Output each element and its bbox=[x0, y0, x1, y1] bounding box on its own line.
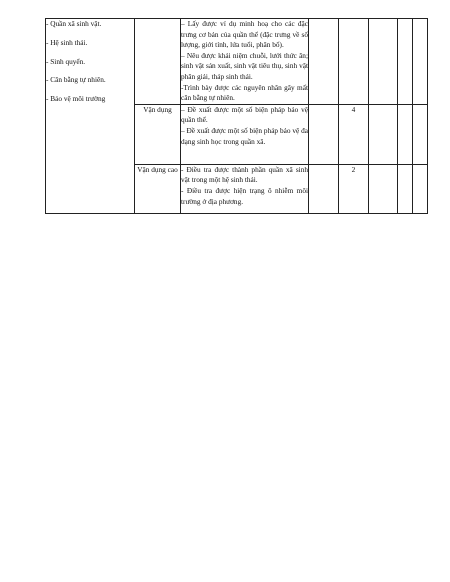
empty-cell bbox=[309, 19, 339, 105]
requirements-cell bbox=[181, 164, 309, 213]
topics-cell bbox=[46, 19, 135, 214]
requirements-cell bbox=[181, 104, 309, 164]
specification-table bbox=[45, 18, 428, 214]
empty-cell bbox=[369, 104, 398, 164]
requirement-item: – Lấy được ví dụ minh hoạ cho các đặc trưng cơ bản của quần thể (đặc trưng về số lượng, giới tính, lứa tuổi, phân bố). bbox=[181, 19, 308, 50]
empty-cell bbox=[398, 19, 413, 105]
requirement-item: – Đề xuất được một số biện pháp bảo vệ đa dạng sinh học trong quần xã. bbox=[181, 125, 308, 146]
topic-item: - Bảo vệ môi trường bbox=[46, 94, 106, 104]
count-cell: 2 bbox=[339, 164, 369, 213]
empty-cell bbox=[413, 104, 428, 164]
topic-item: - Quần xã sinh vật. bbox=[46, 19, 102, 28]
requirements-cell bbox=[181, 19, 309, 105]
requirement-item: -Trình bày được các nguyên nhân gây mất cân bằng tự nhiên. bbox=[181, 82, 308, 103]
topic-item: - Cân bằng tự nhiên. bbox=[46, 75, 106, 85]
empty-cell bbox=[398, 104, 413, 164]
count-cell bbox=[339, 19, 369, 105]
empty-cell bbox=[413, 164, 428, 213]
count-cell: 4 bbox=[339, 104, 369, 164]
requirement-item: - Điều tra được thành phần quần xã sinh vật trong một hệ sinh thái. bbox=[181, 164, 308, 185]
level-cell: Vận dụng cao bbox=[135, 164, 181, 213]
empty-cell bbox=[309, 164, 339, 213]
empty-cell bbox=[369, 164, 398, 213]
topic-item: - Sinh quyển. bbox=[46, 56, 86, 66]
empty-cell bbox=[398, 164, 413, 213]
requirement-item: – Đề xuất được một số biện pháp bảo vệ quần thể. bbox=[181, 104, 308, 125]
empty-cell bbox=[309, 104, 339, 164]
requirement-item: – Nêu được khái niệm chuỗi, lưới thức ăn; sinh vật sản xuất, sinh vật tiêu thụ, sinh vật phân giải, tháp sinh thái. bbox=[181, 50, 308, 81]
requirement-item: - Điều tra được hiện trạng ô nhiễm môi trường ở địa phương. bbox=[181, 185, 308, 206]
empty-cell bbox=[413, 19, 428, 105]
level-cell: Vận dụng bbox=[135, 104, 181, 164]
topic-item: - Hệ sinh thái. bbox=[46, 37, 88, 47]
table-row bbox=[46, 19, 428, 105]
level-cell bbox=[135, 19, 181, 105]
empty-cell bbox=[369, 19, 398, 105]
